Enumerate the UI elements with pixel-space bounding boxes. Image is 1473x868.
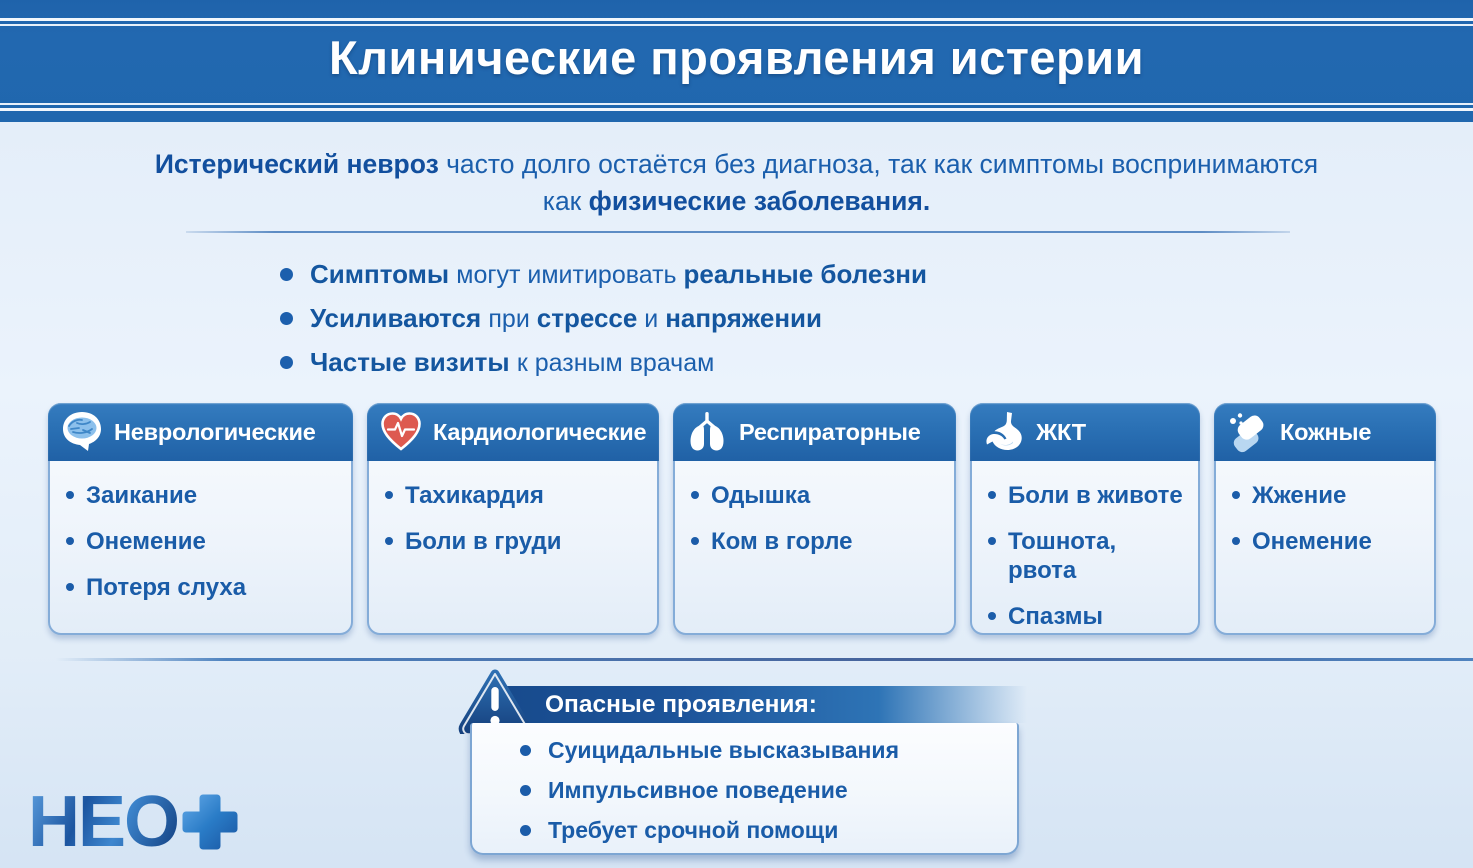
stomach-icon — [981, 409, 1027, 455]
card-header — [367, 403, 659, 461]
card-body — [972, 461, 1198, 631]
key-point — [280, 340, 927, 384]
intro-text — [100, 146, 1373, 220]
bullet-dot-icon — [1232, 491, 1240, 499]
key-points-list — [280, 252, 927, 384]
bullet-dot-icon — [691, 491, 699, 499]
symptom-item: Ком в горле — [691, 527, 944, 556]
bullet-dot-icon — [988, 491, 996, 499]
symptom-item: Одышка — [691, 481, 944, 510]
key-point-segment: стрессе — [536, 302, 638, 333]
warning-item: Импульсивное поведение — [520, 777, 1017, 804]
key-point-segment: к разным врачам — [516, 348, 715, 377]
warning-body — [470, 723, 1019, 855]
card-cardiological — [367, 403, 659, 635]
intro-segment: часто долго остаётся без диагноза, так как симптомы воспринимаются — [438, 149, 1319, 179]
section-divider — [56, 658, 1473, 661]
brain-icon — [59, 409, 105, 455]
bullet-dot-icon — [385, 491, 393, 499]
symptom-item: Жжение — [1232, 481, 1424, 510]
bullet-dot-icon — [520, 745, 531, 756]
card-body — [50, 461, 351, 602]
bullet-dot-icon — [66, 537, 74, 545]
card-skin — [1214, 403, 1436, 635]
intro-segment: как — [542, 186, 589, 216]
bullet-dot-icon — [385, 537, 393, 545]
logo-text: НЕО — [28, 781, 179, 862]
card-title: Респираторные — [739, 418, 921, 445]
page-title: Клинические проявления истерии — [329, 31, 1144, 84]
bullet-dot-icon — [520, 825, 531, 836]
card-title: ЖКТ — [1036, 418, 1086, 445]
bullet-dot-icon — [988, 612, 996, 620]
symptom-item: Спазмы — [988, 602, 1188, 631]
bullet-dot-icon — [66, 583, 74, 591]
key-point-segment: Частые визиты — [310, 346, 517, 377]
symptom-item: Тошнота, рвота — [988, 527, 1188, 585]
card-neurological — [48, 403, 353, 635]
key-point-segment: Симптомы — [310, 258, 457, 289]
heart-icon — [378, 409, 424, 455]
card-header — [1214, 403, 1436, 461]
key-point — [280, 252, 927, 296]
neo-plus-logo — [28, 781, 238, 862]
bullet-dot-icon — [280, 356, 293, 369]
card-gastrointestinal — [970, 403, 1200, 635]
bandage-icon — [1225, 409, 1271, 455]
card-header — [970, 403, 1200, 461]
intro-segment: физические заболевания. — [588, 186, 931, 216]
card-title: Кожные — [1280, 418, 1372, 445]
card-header — [673, 403, 956, 461]
key-point-segment: реальные болезни — [683, 258, 927, 289]
symptom-item: Боли в животе — [988, 481, 1188, 510]
bullet-dot-icon — [1232, 537, 1240, 545]
key-point-segment: и — [637, 304, 666, 333]
symptom-item: Онемение — [1232, 527, 1424, 556]
key-point-segment: при — [488, 304, 537, 333]
intro-segment: Истерический невроз — [154, 149, 439, 179]
header-divider-bottom — [0, 103, 1473, 111]
bullet-dot-icon — [988, 537, 996, 545]
bullet-dot-icon — [520, 785, 531, 796]
bullet-dot-icon — [280, 312, 293, 325]
card-title: Кардиологические — [433, 418, 647, 445]
key-point-segment: Усиливаются — [310, 302, 489, 333]
title-bar — [0, 0, 1473, 122]
lungs-icon — [684, 409, 730, 455]
key-point-segment: напряжении — [665, 302, 822, 333]
bullet-dot-icon — [691, 537, 699, 545]
card-body — [1216, 461, 1434, 556]
symptom-item: Заикание — [66, 481, 341, 510]
card-respiratory — [673, 403, 956, 635]
card-body — [675, 461, 954, 556]
warning-item: Требует срочной помощи — [520, 817, 1017, 844]
plus-icon — [182, 794, 238, 855]
symptom-item: Боли в груди — [385, 527, 647, 556]
intro-divider — [186, 231, 1290, 233]
bullet-dot-icon — [66, 491, 74, 499]
card-title: Неврологические — [114, 418, 316, 445]
symptom-item: Потеря слуха — [66, 573, 341, 602]
key-point-segment: могут имитировать — [456, 260, 684, 289]
symptom-cards-row — [48, 403, 1432, 635]
key-point — [280, 296, 927, 340]
warning-title: Опасные проявления: — [545, 690, 817, 718]
warning-item: Суицидальные высказывания — [520, 737, 1017, 764]
symptom-item: Тахикардия — [385, 481, 647, 510]
card-body — [369, 461, 657, 556]
warning-header — [497, 686, 1027, 723]
card-header — [48, 403, 353, 461]
symptom-item: Онемение — [66, 527, 341, 556]
bullet-dot-icon — [280, 268, 293, 281]
header-divider-top — [0, 18, 1473, 26]
